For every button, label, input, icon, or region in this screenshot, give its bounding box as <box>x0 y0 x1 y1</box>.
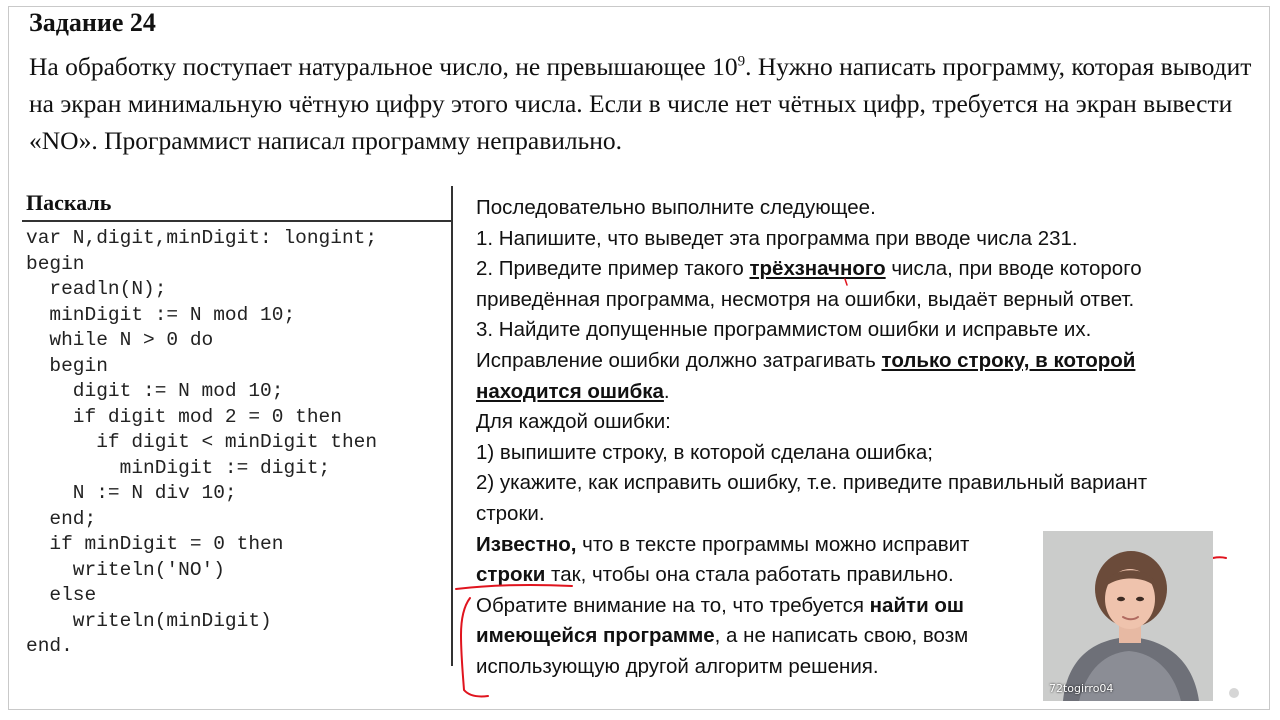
task-title: Задание 24 <box>29 8 156 37</box>
instruction-line: 2) укажите, как исправить ошибку, т.е. приведите правильный вариант <box>476 471 1148 495</box>
presenter-video-icon <box>1043 531 1213 701</box>
code-line: minDigit := N mod 10; <box>26 303 296 326</box>
webcam-username: 72togirro04 <box>1049 682 1114 695</box>
code-line: end. <box>26 635 73 657</box>
emphasis-lines: строки <box>476 563 546 587</box>
code-line: else <box>26 584 97 606</box>
instruction-line: приведённая программа, несмотря на ошибки, выдаёт верный ответ. <box>476 287 1135 311</box>
instruction-text: Исправление ошибки должно затрагивать <box>476 348 882 372</box>
emphasis-find-errors: найти ош <box>869 593 965 617</box>
instruction-text: Обратите внимание на то, что требуется <box>476 593 870 617</box>
instruction-line <box>476 346 1266 377</box>
task-statement <box>29 48 1259 159</box>
instruction-text: . <box>663 379 670 403</box>
instruction-line: 1) выпишите строку, в которой сделана ошибка; <box>476 440 933 464</box>
code-listing <box>26 226 377 660</box>
instruction-line: 3. Найдите допущенные программистом ошибки и исправьте их. <box>476 318 1092 342</box>
code-line: digit := N mod 10; <box>26 380 284 402</box>
code-line: if digit mod 2 = 0 then <box>26 405 342 428</box>
emphasis-known: Известно, <box>476 532 577 556</box>
emphasis-error-location: находится ошибка <box>476 379 664 403</box>
instruction-line: Последовательно выполните следующее. <box>476 196 876 219</box>
code-line: end; <box>26 507 97 530</box>
code-line: N := N div 10; <box>26 482 237 504</box>
instruction-text: 2. Приведите пример такого <box>476 257 750 281</box>
code-language-label: Паскаль <box>26 190 112 215</box>
task-power: 9 <box>737 53 746 70</box>
instruction-text: что в тексте программы можно исправит <box>576 532 970 556</box>
code-line: minDigit := digit; <box>26 456 331 479</box>
code-line: var N,digit,minDigit: longint; <box>26 227 378 249</box>
code-line: readln(N); <box>26 278 167 300</box>
instruction-text: числа, при вводе которого <box>885 257 1142 281</box>
instruction-line: Для каждой ошибки: <box>476 410 671 434</box>
instruction-line: 1. Напишите, что выведет эта программа при вводе числа 231. <box>476 226 1078 250</box>
code-line: begin <box>26 354 108 377</box>
instruction-text: , а не написать свою, возм <box>714 624 969 648</box>
corner-indicator <box>1229 688 1239 698</box>
code-line: begin <box>26 252 85 275</box>
instruction-line: использующую другой алгоритм решения. <box>476 654 879 678</box>
emphasis-existing-program: имеющейся программе <box>476 624 715 648</box>
instruction-text: так, чтобы она стала работать правильно. <box>545 563 954 587</box>
code-line: if minDigit = 0 then <box>26 533 284 555</box>
code-line: while N > 0 do <box>26 329 214 351</box>
code-header-divider <box>22 220 452 222</box>
emphasis-three-digit: трёхзначного <box>749 257 886 281</box>
code-line: writeln('NO') <box>26 558 225 581</box>
webcam-overlay <box>1043 531 1213 701</box>
code-line: if digit < minDigit then <box>26 431 378 453</box>
emphasis-only-line: только строку, в которой <box>881 348 1136 372</box>
code-line: writeln(minDigit) <box>26 609 272 632</box>
column-divider <box>451 186 453 666</box>
task-text-part1: На обработку поступает натуральное число, не превышающее 10 <box>29 52 738 81</box>
instruction-line <box>476 377 1266 408</box>
task-text-part2: . Нужно написать программу, которая выводит на экран минимальную чётную цифру этого числа. Если в числе нет чётных цифр, требуется на экран вывести «NO». Программист написал программу неправильно. <box>29 52 1252 155</box>
instruction-line <box>476 254 1266 285</box>
instruction-line: строки. <box>476 501 545 525</box>
